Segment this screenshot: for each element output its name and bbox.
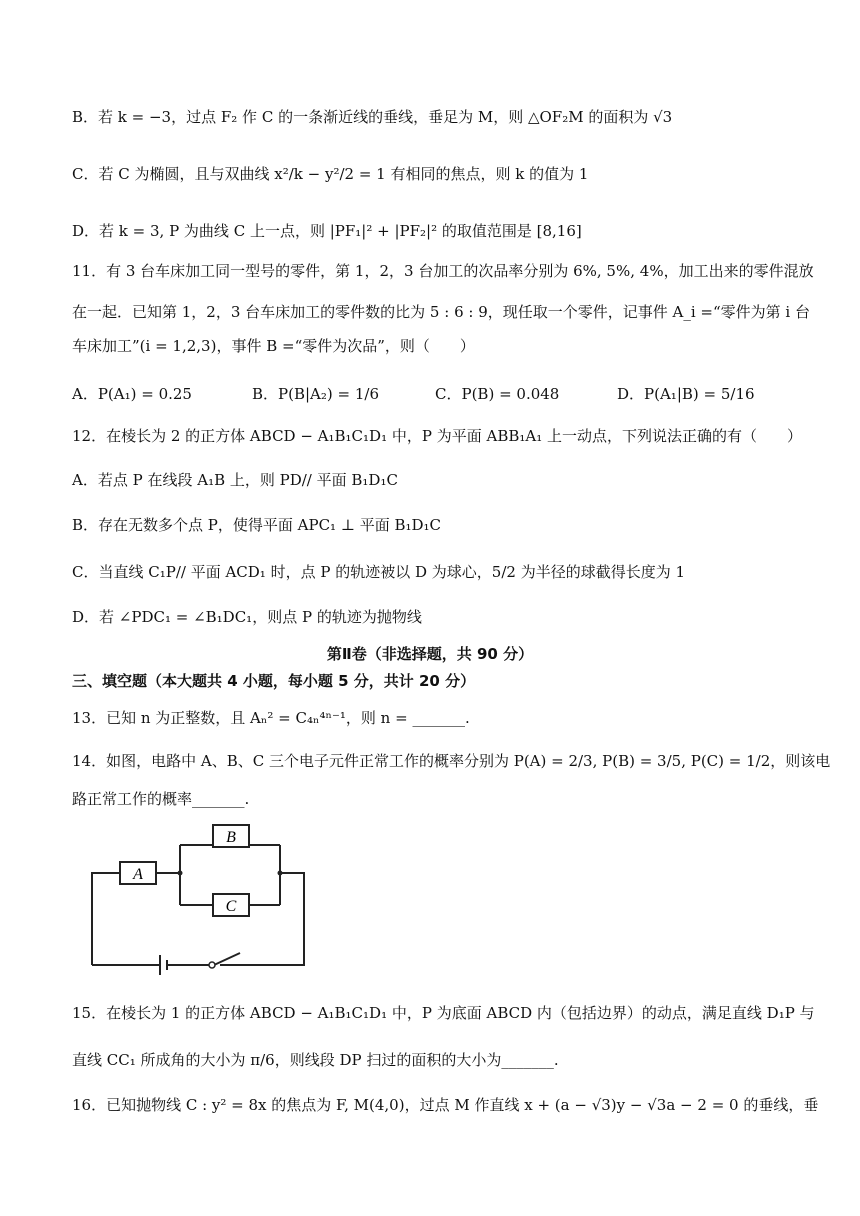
q10-option-c: C．若 C 为椭圆，且与双曲线 x²/k − y²/2 = 1 有相同的焦点，则 k 的值为 1	[72, 165, 589, 183]
circuit-diagram	[80, 815, 320, 975]
q12-option-d: D．若 ∠PDC₁ = ∠B₁DC₁，则点 P 的轨迹为抛物线	[72, 608, 422, 626]
q14-line-2: 路正常工作的概率_______.	[72, 790, 250, 808]
component-a-label: A	[133, 866, 143, 883]
part-2-heading: 第Ⅱ卷（非选择题，共 90 分）	[326, 645, 534, 663]
q12-option-c: C．当直线 C₁P// 平面 ACD₁ 时，点 P 的轨迹被以 D 为球心，5/2 为半径的球截得长度为 1	[72, 563, 686, 581]
q12-option-b: B．存在无数多个点 P，使得平面 APC₁ ⊥ 平面 B₁D₁C	[72, 516, 442, 534]
q12-stem: 12．在棱长为 2 的正方体 ABCD − A₁B₁C₁D₁ 中，P 为平面 ABB₁A₁ 上一动点，下列说法正确的有（ ）	[72, 427, 802, 445]
q11-option-b: B．P(B|A₂) = 1/6	[252, 385, 379, 403]
q14-line-1: 14．如图，电路中 A、B、C 三个电子元件正常工作的概率分别为 P(A) = 2/3, P(B) = 3/5, P(C) = 1/2，则该电	[72, 752, 831, 770]
q11-line-2: 在一起．已知第 1，2，3 台车床加工的零件数的比为 5 : 6 : 9，现任取一个零件，记事件 A_i =“零件为第 i 台	[72, 303, 810, 321]
q10-option-b: B．若 k = −3，过点 F₂ 作 C 的一条渐近线的垂线，垂足为 M，则 △OF₂M 的面积为 √3	[72, 108, 673, 126]
q11-option-a: A．P(A₁) = 0.25	[72, 385, 192, 403]
switch-contact	[209, 962, 215, 968]
circuit-wire-left	[92, 873, 120, 965]
circuit-wire-right	[220, 873, 304, 965]
q11-option-d: D．P(A₁|B) = 5/16	[617, 385, 755, 403]
component-c-label: C	[225, 898, 237, 915]
component-b-label: B	[226, 829, 236, 846]
q15-line-1: 15．在棱长为 1 的正方体 ABCD − A₁B₁C₁D₁ 中，P 为底面 ABCD 内（包括边界）的动点，满足直线 D₁P 与	[72, 1004, 815, 1022]
junction-left	[178, 871, 183, 876]
q11-line-3: 车床加工”(i = 1,2,3)，事件 B =“零件为次品”，则（ ）	[72, 337, 475, 355]
q11-line-1: 11．有 3 台车床加工同一型号的零件，第 1，2，3 台加工的次品率分别为 6%, 5%, 4%，加工出来的零件混放	[72, 262, 814, 280]
q13: 13．已知 n 为正整数，且 Aₙ² = C₄ₙ⁴ⁿ⁻¹，则 n = _______.	[72, 709, 470, 727]
q16: 16．已知抛物线 C : y² = 8x 的焦点为 F, M(4,0)，过点 M 作直线 x + (a − √3)y − √3a − 2 = 0 的垂线，垂	[72, 1096, 819, 1114]
q11-option-c: C．P(B) = 0.048	[435, 385, 560, 403]
q12-option-a: A．若点 P 在线段 A₁B 上，则 PD// 平面 B₁D₁C	[72, 471, 398, 489]
section-3-heading: 三、填空题（本大题共 4 小题，每小题 5 分，共计 20 分）	[72, 672, 476, 690]
q15-line-2: 直线 CC₁ 所成角的大小为 π/6，则线段 DP 扫过的面积的大小为_______.	[72, 1051, 559, 1069]
junction-right	[278, 871, 283, 876]
q10-option-d: D．若 k = 3, P 为曲线 C 上一点，则 |PF₁|² + |PF₂|² 的取值范围是 [8,16]	[72, 222, 582, 240]
switch-lever	[214, 953, 240, 965]
